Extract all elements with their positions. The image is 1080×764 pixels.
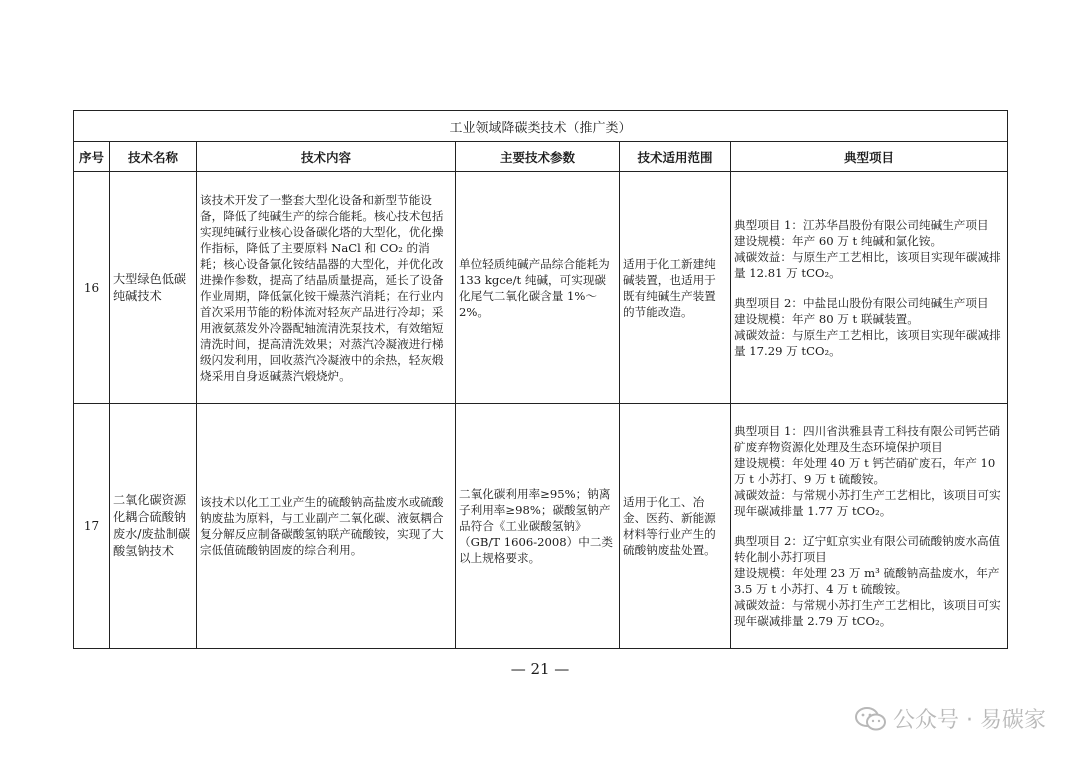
row-projects: [731, 172, 1008, 404]
row-tech-name: 大型绿色低碳纯碱技术: [110, 172, 197, 404]
table-title-row: [74, 111, 1008, 142]
row-tech-params: 二氧化碳利用率≥95%；钠离子利用率≥98%；碳酸氢钠产品符合《工业碳酸氢钠》（GB/T 1606-2008）中二类以上规格要求。: [456, 404, 620, 649]
project-scale: 建设规模：年处理 23 万 m³ 硫酸钠高盐废水，年产 3.5 万 t 小苏打、4 万 t 硫酸铵。: [734, 566, 1000, 596]
project-scale: 建设规模：年处理 40 万 t 钙芒硝矿废石，年产 10 万 t 小苏打、9 万 t 硫酸铵。: [734, 456, 996, 486]
row-tech-content: 该技术开发了一整套大型化设备和新型节能设备，降低了纯碱生产的综合能耗。核心技术包括实现纯碱行业核心设备碳化塔的大型化，优化操作指标，降低了主要原料 NaCl 和 CO₂ 的消耗；核心设备氯化铵结晶器的大型化，并优化改进操作参数，提高了结晶质量提高，延长了设备作业周期，降低氯化铵干燥蒸汽消耗；在行业内首次采用节能的粉体流对轻灰产品进行冷却；采用液氨蒸发外冷器配轴流清洗泵技术，有效缩短清洗时间，提高清洗效果；对蒸汽冷凝液进行梯级闪发利用，回收蒸汽冷凝液中的余热，轻灰煅烧采用自身返碱蒸汽煅烧炉。: [197, 172, 456, 404]
header-no: 序号: [74, 142, 110, 172]
header-projects: 典型项目: [731, 142, 1008, 172]
table-title: 工业领域降碳类技术（推广类）: [74, 111, 1008, 142]
project-benefit: 减碳效益：与常规小苏打生产工艺相比，该项目可实现年碳减排量 1.77 万 tCO₂。: [734, 488, 1001, 518]
project-scale: 建设规模：年产 60 万 t 纯碱和氯化铵。: [734, 233, 943, 248]
technology-table: [73, 110, 1008, 649]
table-row: [74, 172, 1008, 404]
project-title: 典型项目 1：四川省洪雅县青工科技有限公司钙芒硝矿废弃物资源化处理及生态环境保护项目: [734, 424, 1001, 454]
header-scope: 技术适用范围: [620, 142, 731, 172]
row-no: 16: [74, 172, 110, 404]
project-title: 典型项目 1：江苏华昌股份有限公司纯碱生产项目: [734, 217, 989, 232]
row-tech-scope: 适用于化工、冶金、医药、新能源材料等行业产生的硫酸钠废盐处置。: [620, 404, 731, 649]
project-title: 典型项目 2：辽宁虹京实业有限公司硫酸钠废水高值转化制小苏打项目: [734, 534, 1001, 564]
row-tech-content: 该技术以化工工业产生的硫酸钠高盐废水或硫酸钠废盐为原料，与工业副产二氧化碳、液氨耦合复分解反应制备碳酸氢钠联产硫酸铵，实现了大宗低值硫酸钠固废的综合利用。: [197, 404, 456, 649]
row-tech-name: 二氧化碳资源化耦合硫酸钠废水/废盐制碳酸氢钠技术: [110, 404, 197, 649]
project-benefit: 减碳效益：与原生产工艺相比，该项目实现年碳减排量 17.29 万 tCO₂。: [734, 327, 1001, 358]
row-tech-scope: 适用于化工新建纯碱装置，也适用于既有纯碱生产装置的节能改造。: [620, 172, 731, 404]
project-scale: 建设规模：年产 80 万 t 联碱装置。: [734, 311, 919, 326]
project-benefit: 减碳效益：与常规小苏打生产工艺相比，该项目可实现年碳减排量 2.79 万 tCO₂。: [734, 598, 1001, 628]
table-header-row: [74, 142, 1008, 172]
project-benefit: 减碳效益：与原生产工艺相比，该项目实现年碳减排量 12.81 万 tCO₂。: [734, 249, 1001, 280]
header-params: 主要技术参数: [456, 142, 620, 172]
project-title: 典型项目 2：中盐昆山股份有限公司纯碱生产项目: [734, 295, 989, 310]
watermark: [855, 703, 1046, 734]
page-number: — 21 —: [510, 660, 570, 678]
wechat-icon: [855, 706, 887, 732]
header-name: 技术名称: [110, 142, 197, 172]
watermark-text: 公众号 · 易碳家: [893, 708, 1046, 733]
table-row: [74, 404, 1008, 649]
row-projects: [731, 404, 1008, 649]
row-tech-params: 单位轻质纯碱产品综合能耗为 133 kgce/t 纯碱，可实现碳化尾气二氧化碳含量 1%～2%。: [456, 172, 620, 404]
row-no: 17: [74, 404, 110, 649]
header-content: 技术内容: [197, 142, 456, 172]
